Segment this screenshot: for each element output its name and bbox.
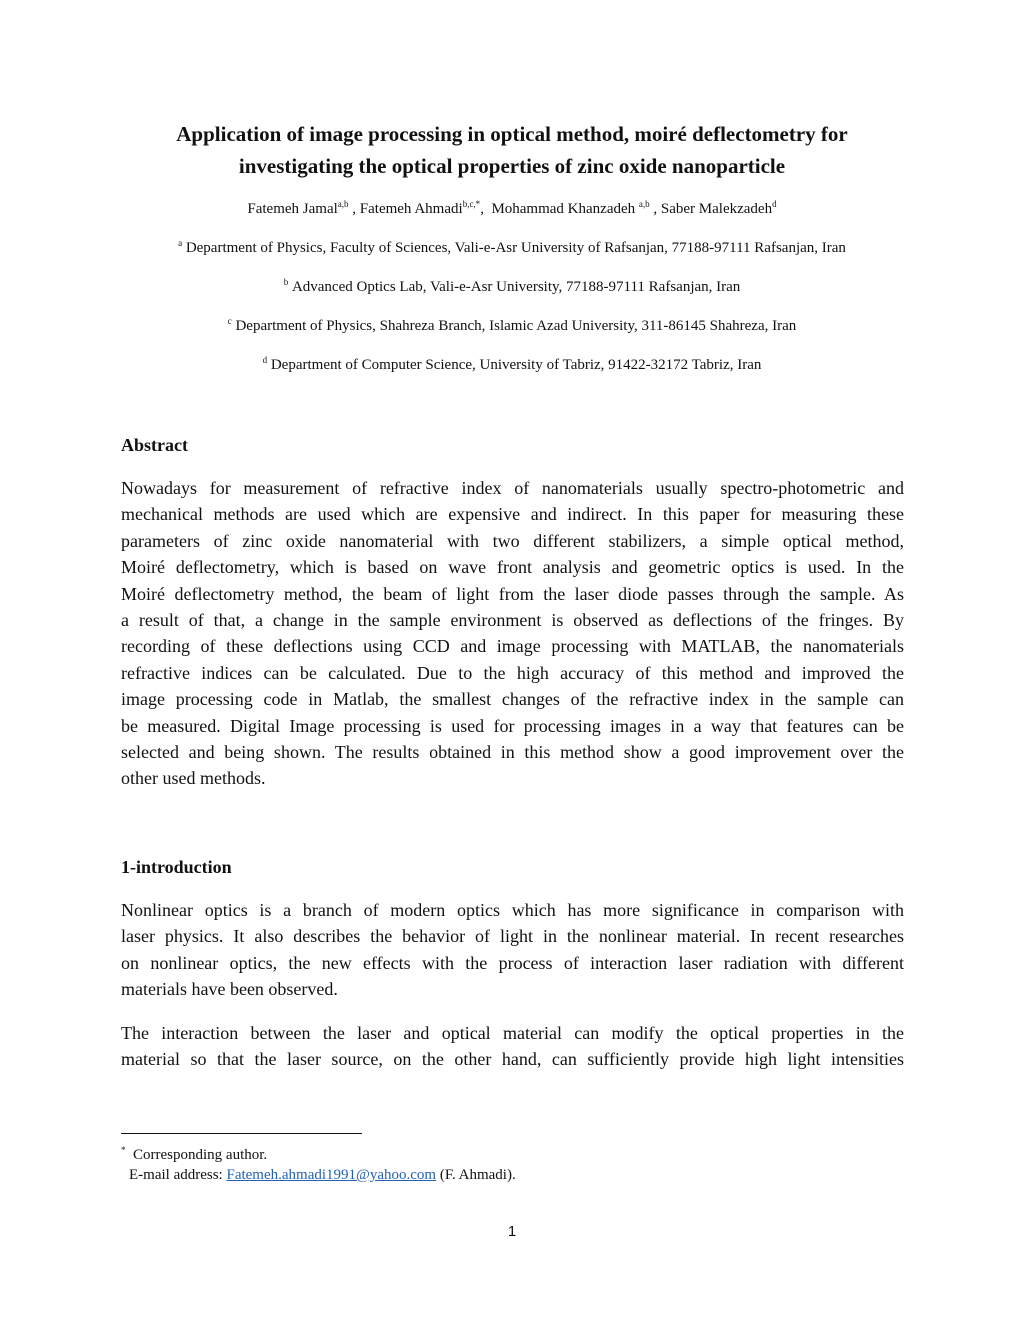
text-line: refractive indices can be calculated. Due to the high accuracy of this method and improved the xyxy=(121,662,904,683)
paper-title-line: investigating the optical properties of zinc oxide nanoparticle xyxy=(238,154,786,178)
text-line: mechanical methods are used which are expensive and indirect. In this paper for measuring these xyxy=(121,504,904,525)
author-name: Fatemeh Ahmadi xyxy=(359,201,463,217)
affiliation-mark: a xyxy=(178,238,183,248)
email-label: E-mail address: xyxy=(129,1167,227,1183)
text-line: be measured. Digital Image processing is used for processing images in a way that features can be xyxy=(121,715,904,736)
affiliation-d xyxy=(100,355,924,375)
paper-title-line: Application of image processing in optical method, moiré deflectometry for xyxy=(176,122,848,146)
text-line: recording of these deflections using CCD and image processing with MATLAB, the nanomaterials xyxy=(121,636,904,657)
affiliation-a xyxy=(100,238,924,258)
author-affiliation-mark: d xyxy=(772,199,777,209)
footnote-text: Corresponding author. xyxy=(133,1147,268,1163)
author-affiliation-mark: b,c,* xyxy=(462,199,481,209)
author-name: Saber Malekzadeh xyxy=(660,201,773,217)
author-name: Fatemeh Jamal xyxy=(247,201,338,217)
footnote-divider xyxy=(121,1133,362,1134)
paper-title xyxy=(100,118,924,182)
footnote-mark: * xyxy=(121,1145,126,1155)
text-line: selected and being shown. The results obtained in this method show a good improvement over the xyxy=(121,742,904,763)
author-affiliation-mark: a,b xyxy=(638,199,650,209)
text-line: materials have been observed. xyxy=(121,979,338,1000)
text-line: on nonlinear optics, the new effects with the process of interaction laser radiation with different xyxy=(121,952,904,973)
affiliation-text: Department of Physics, Faculty of Sciences, Vali-e-Asr University of Rafsanjan, 77188-97111 Rafsanjan, Iran xyxy=(185,240,846,256)
affiliation-text: Department of Physics, Shahreza Branch, Islamic Azad University, 311-86145 Shahreza, Iran xyxy=(235,318,797,334)
affiliation-text: Advanced Optics Lab, Vali-e-Asr University, 77188-97111 Rafsanjan, Iran xyxy=(291,279,741,295)
introduction-paragraph-2 xyxy=(121,1020,904,1073)
affiliation-text: Department of Computer Science, University of Tabriz, 91422-32172 Tabriz, Iran xyxy=(270,357,762,373)
text-line: Nowadays for measurement of refractive index of nanomaterials usually spectro-photometric and xyxy=(121,478,904,498)
text-line: Moiré deflectometry, which is based on wave front analysis and geometric optics is used. In the xyxy=(121,557,904,578)
introduction-paragraph-1 xyxy=(121,897,904,1003)
author-separator: , xyxy=(348,201,360,217)
abstract-heading: Abstract xyxy=(121,435,188,455)
affiliation-b xyxy=(100,277,924,297)
page-number: 1 xyxy=(507,1223,517,1240)
footnote-email xyxy=(129,1165,516,1185)
author-list xyxy=(100,199,924,219)
affiliation-mark: d xyxy=(262,355,268,365)
text-line: material so that the laser source, on the other hand, can sufficiently provide high light intensities xyxy=(121,1049,904,1070)
introduction-heading: 1-introduction xyxy=(121,857,232,877)
affiliation-mark: c xyxy=(227,316,232,326)
affiliation-c xyxy=(100,316,924,336)
author-affiliation-mark: a,b xyxy=(337,199,349,209)
affiliation-mark: b xyxy=(283,277,289,287)
email-link[interactable]: Fatemeh.ahmadi1991@yahoo.com xyxy=(226,1167,437,1183)
text-line: Nonlinear optics is a branch of modern optics which has more significance in comparison with xyxy=(121,900,904,920)
text-line: laser physics. It also describes the behavior of light in the nonlinear material. In recent researches xyxy=(121,926,904,947)
text-line: The interaction between the laser and optical material can modify the optical properties in the xyxy=(121,1023,904,1043)
text-line: a result of that, a change in the sample environment is observed as deflections of the fringes. By xyxy=(121,610,904,631)
text-line: other used methods. xyxy=(121,768,266,789)
email-suffix: (F. Ahmadi). xyxy=(436,1167,516,1183)
abstract-body xyxy=(121,475,904,792)
author-separator: , xyxy=(649,201,661,217)
author-separator: , xyxy=(480,201,492,217)
footnote-corresponding xyxy=(121,1145,267,1165)
text-line: Moiré deflectometry method, the beam of light from the laser diode passes through the sample. As xyxy=(121,583,904,604)
text-line: image processing code in Matlab, the smallest changes of the refractive index in the sample can xyxy=(121,689,904,710)
author-name: Mohammad Khanzadeh xyxy=(491,201,639,217)
text-line: parameters of zinc oxide nanomaterial with two different stabilizers, a simple optical method, xyxy=(121,530,904,551)
